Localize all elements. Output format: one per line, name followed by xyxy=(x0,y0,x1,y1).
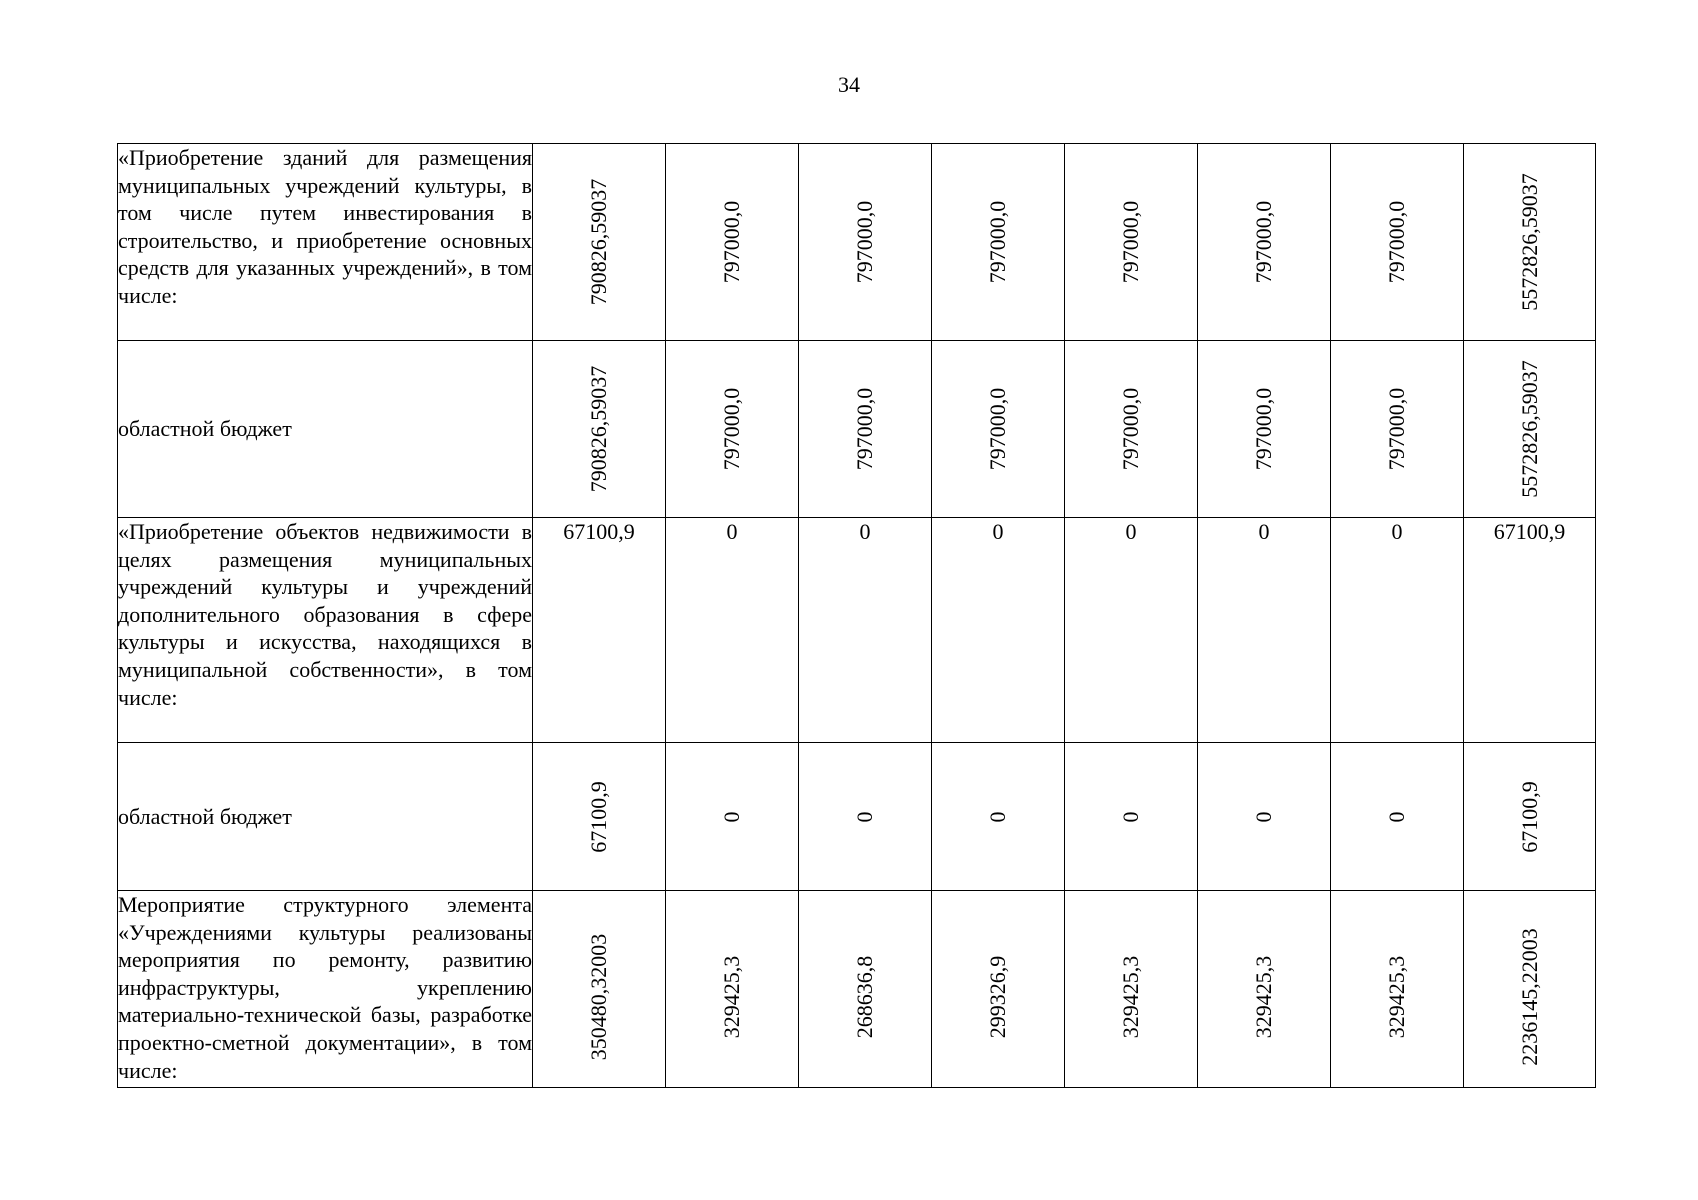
total-text: 5572826,59037 xyxy=(1516,360,1542,498)
value-text: 797000,0 xyxy=(852,387,878,471)
value-cell xyxy=(1331,341,1464,518)
value-text: 329425,3 xyxy=(1118,955,1144,1039)
budget-table xyxy=(117,143,1596,1088)
total-text: 5572826,59037 xyxy=(1516,173,1542,311)
value-text: 268636,8 xyxy=(852,955,878,1039)
value-text: 329425,3 xyxy=(1384,955,1410,1039)
value-text: 350480,32003 xyxy=(586,933,612,1061)
value-text: 0 xyxy=(719,811,745,822)
value-text: 797000,0 xyxy=(719,200,745,284)
value-text: 797000,0 xyxy=(1251,200,1277,284)
value-cell: 0 xyxy=(799,518,932,743)
total-cell xyxy=(1464,891,1596,1088)
total-text: 2236145,22003 xyxy=(1516,928,1542,1066)
page-number: 34 xyxy=(838,72,860,97)
value-cell xyxy=(932,144,1065,341)
value-text: 797000,0 xyxy=(719,387,745,471)
value-cell xyxy=(1198,144,1331,341)
value-cell: 0 xyxy=(1331,518,1464,743)
value-cell xyxy=(666,891,799,1088)
value-cell xyxy=(1331,743,1464,891)
value-cell xyxy=(932,891,1065,1088)
value-cell: 0 xyxy=(932,518,1065,743)
value-cell xyxy=(533,743,666,891)
value-cell xyxy=(932,341,1065,518)
value-cell xyxy=(533,144,666,341)
value-cell: 0 xyxy=(666,518,799,743)
row-label: областной бюджет xyxy=(118,743,533,891)
table-row xyxy=(118,743,1596,891)
value-text: 797000,0 xyxy=(1118,200,1144,284)
value-text: 790826,59037 xyxy=(586,178,612,306)
row-label: «Приобретение зданий для размещения муниципальных учреждений культуры, в том числе путем инвестирования в строительство, и приобретение основных средств для указанных учреждений», в том числе: xyxy=(118,144,533,341)
total-cell xyxy=(1464,743,1596,891)
table-row xyxy=(118,891,1596,1088)
value-text: 0 xyxy=(1251,811,1277,822)
value-cell xyxy=(666,144,799,341)
table-row xyxy=(118,144,1596,341)
value-cell xyxy=(1065,743,1198,891)
value-cell xyxy=(799,891,932,1088)
value-text: 329425,3 xyxy=(1251,955,1277,1039)
value-text: 797000,0 xyxy=(1384,387,1410,471)
value-text: 797000,0 xyxy=(1118,387,1144,471)
value-text: 797000,0 xyxy=(985,387,1011,471)
value-text: 790826,59037 xyxy=(586,365,612,493)
row-label: областной бюджет xyxy=(118,341,533,518)
value-cell xyxy=(666,341,799,518)
value-cell xyxy=(932,743,1065,891)
value-cell xyxy=(1331,891,1464,1088)
table-row xyxy=(118,518,1596,743)
value-cell xyxy=(1198,341,1331,518)
value-cell xyxy=(533,341,666,518)
value-text: 797000,0 xyxy=(1251,387,1277,471)
value-cell xyxy=(799,743,932,891)
value-text: 0 xyxy=(985,811,1011,822)
value-text: 0 xyxy=(1384,811,1410,822)
value-text: 0 xyxy=(852,811,878,822)
value-cell xyxy=(1198,743,1331,891)
value-cell xyxy=(666,743,799,891)
value-text: 299326,9 xyxy=(985,955,1011,1039)
value-text: 0 xyxy=(1118,811,1144,822)
value-text: 329425,3 xyxy=(719,955,745,1039)
value-cell xyxy=(1065,144,1198,341)
total-text: 67100,9 xyxy=(1516,780,1542,853)
value-cell: 0 xyxy=(1198,518,1331,743)
table-row xyxy=(118,341,1596,518)
value-text: 797000,0 xyxy=(852,200,878,284)
value-cell xyxy=(799,341,932,518)
value-text: 797000,0 xyxy=(1384,200,1410,284)
total-cell xyxy=(1464,341,1596,518)
value-cell xyxy=(1331,144,1464,341)
total-cell: 67100,9 xyxy=(1464,518,1596,743)
value-cell xyxy=(533,891,666,1088)
value-cell xyxy=(1065,341,1198,518)
value-cell xyxy=(1065,891,1198,1088)
value-cell: 0 xyxy=(1065,518,1198,743)
value-cell xyxy=(799,144,932,341)
value-text: 67100,9 xyxy=(586,780,612,853)
row-label: «Приобретение объектов недвижимости в целях размещения муниципальных учреждений культуры и учреждений дополнительного образования в сфере культуры и искусства, находящихся в муниципальной собственности», в том числе: xyxy=(118,518,533,743)
value-cell: 67100,9 xyxy=(533,518,666,743)
row-label: Мероприятие структурного элемента «Учреждениями культуры реализованы мероприятия по ремонту, развитию инфраструктуры, укреплению материально-технической базы, разработке проектно-сметной документации», в том числе: xyxy=(118,891,533,1088)
total-cell xyxy=(1464,144,1596,341)
value-text: 797000,0 xyxy=(985,200,1011,284)
value-cell xyxy=(1198,891,1331,1088)
